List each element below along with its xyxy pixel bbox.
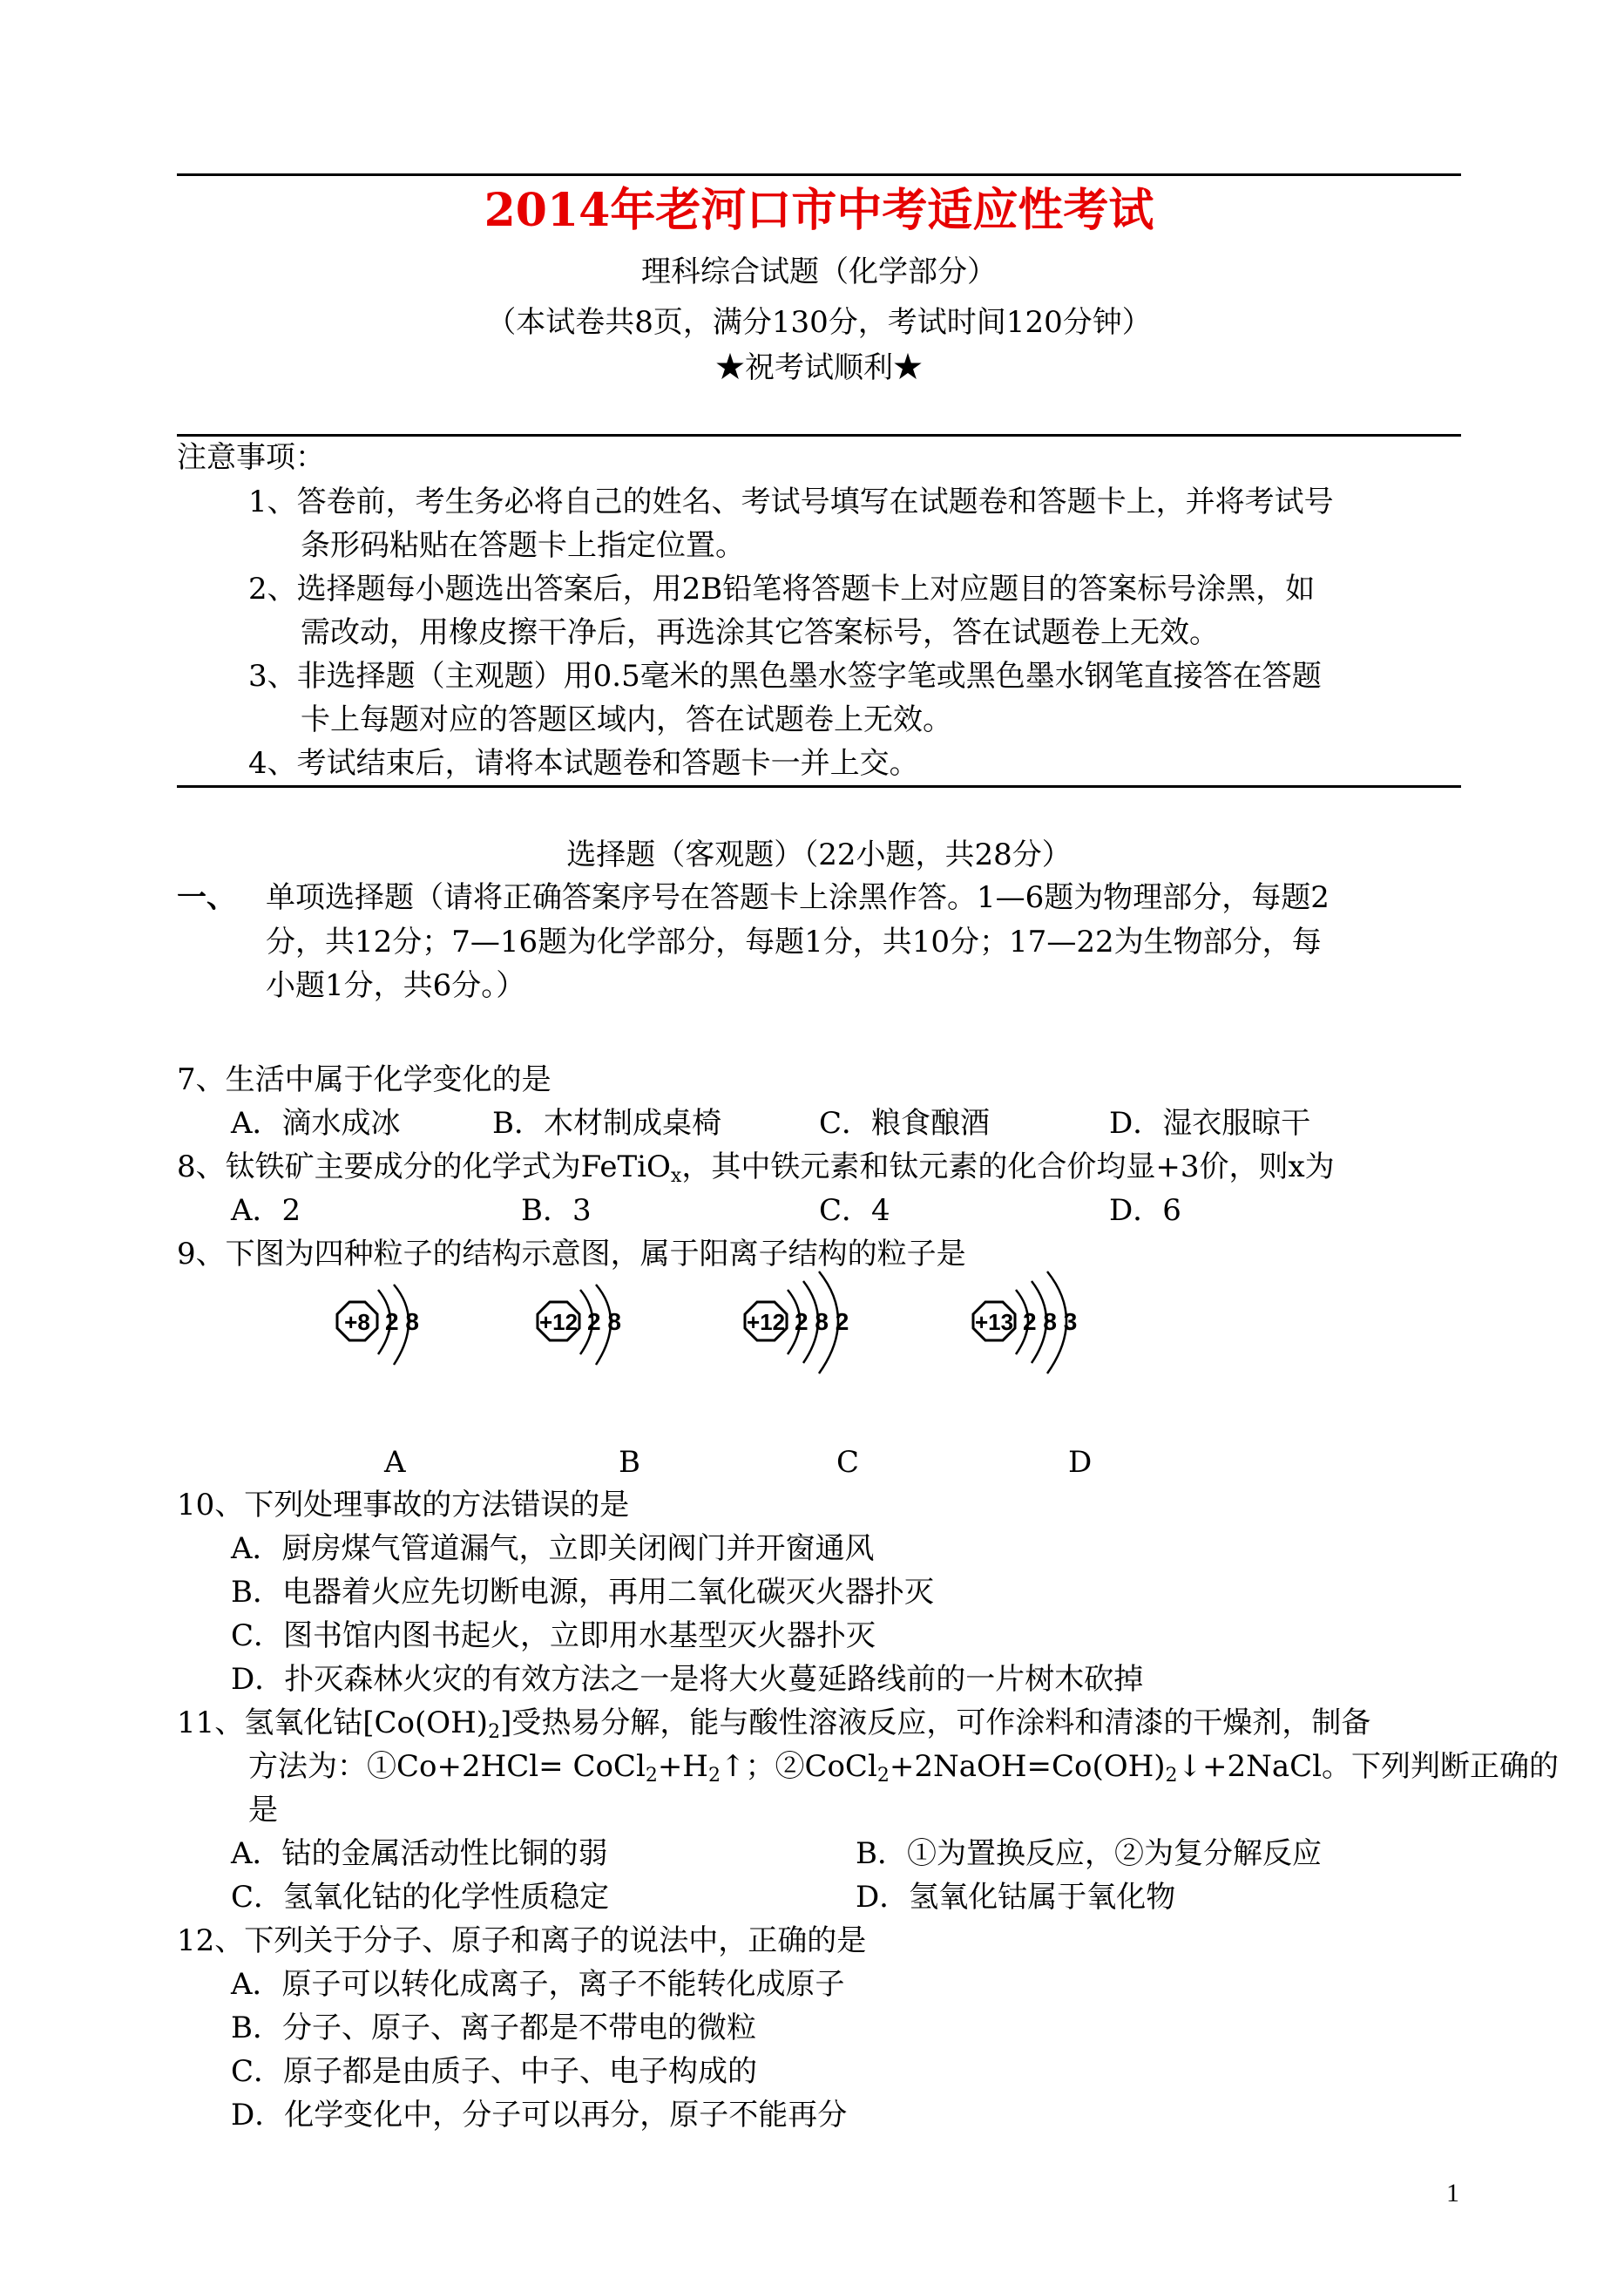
nucleus-charge: +12	[746, 1309, 786, 1335]
particle-d-diagram	[958, 1268, 1106, 1386]
q8-stem	[177, 1145, 1335, 1189]
q11-eq-sub-1: 2	[645, 1765, 658, 1787]
q8-stem-b: ，其中铁元素和钛元素的化合价均显+3价，则x为	[681, 1149, 1335, 1184]
q9-stem: 9、下图为四种粒子的结构示意图，属于阳离子结构的粒子是	[177, 1237, 966, 1271]
q10-option-a: A．厨房煤气管道漏气，立即关闭阀门并开窗通风	[231, 1531, 875, 1566]
q11-option-c: C．氢氧化钴的化学性质稳定	[231, 1880, 610, 1915]
particle-label-c: C	[836, 1445, 860, 1480]
q7-option-b: B．木材制成桌椅	[492, 1106, 721, 1141]
part-instructions-2: 分，共12分；7—16题为化学部分，每题1分，共10分；17—22为生物部分，每	[266, 925, 1322, 960]
q12-option-b: B．分子、原子、离子都是不带电的微粒	[231, 2011, 756, 2045]
q11-eq-sub-3: 2	[876, 1765, 890, 1787]
q12-option-d: D．化学变化中，分子可以再分，原子不能再分	[231, 2098, 848, 2133]
part-instructions-1: 单项选择题（请将正确答案序号在答题卡上涂黑作答。1—6题为物理部分，每题2	[266, 880, 1330, 915]
q7-stem: 7、生活中属于化学变化的是	[177, 1062, 551, 1097]
q12-option-a: A．原子可以转化成离子，离子不能转化成原子	[231, 1967, 845, 2002]
q11-eq-sub-4: 2	[1165, 1765, 1178, 1787]
particle-c	[730, 1268, 878, 1398]
particle-a	[322, 1281, 444, 1398]
q11-option-a: A．钴的金属活动性比铜的弱	[231, 1836, 608, 1871]
exam-wish: ★祝考试顺利★	[715, 350, 923, 385]
q11-option-b: B．①为置换反应，②为复分解反应	[856, 1836, 1322, 1871]
q8-option-b: B．3	[521, 1193, 592, 1228]
electron-counts: 2 8	[587, 1308, 621, 1335]
q8-stem-a: 8、钛铁矿主要成分的化学式为FeTiO	[177, 1149, 671, 1184]
particle-c-diagram	[730, 1268, 878, 1386]
part-number: 一、	[177, 880, 236, 915]
q11-stem-sub: 2	[488, 1721, 501, 1743]
q11-stem-end: 是	[248, 1793, 278, 1827]
particle-label-d: D	[1068, 1445, 1093, 1480]
notice-item-1-cont: 条形码粘贴在答题卡上指定位置。	[301, 528, 745, 563]
notice-item-2-cont: 需改动，用橡皮擦干净后，再选涂其它答案标号，答在试题卷上无效。	[301, 615, 1219, 650]
q10-option-b: B．电器着火应先切断电源，再用二氧化碳灭火器扑灭	[231, 1575, 934, 1610]
particle-label-b: B	[619, 1445, 640, 1480]
q11-eq-part-a: 方法为：①Co+2HCl= CoCl	[248, 1749, 646, 1784]
q10-option-d: D．扑灭森林火灾的有效方法之一是将大火蔓延路线前的一片树木砍掉	[231, 1662, 1144, 1697]
q11-stem	[177, 1701, 1370, 1745]
q8-option-c: C．4	[819, 1193, 890, 1228]
notice-item-4: 4、考试结束后，请将本试题卷和答题卡一并上交。	[248, 746, 919, 781]
q10-option-c: C．图书馆内图书起火，立即用水基型灭火器扑灭	[231, 1618, 876, 1653]
particle-b	[523, 1281, 653, 1398]
q11-eq-part-e: ↓+2NaCl。下列判断正确的	[1177, 1749, 1560, 1784]
exam-info: （本试卷共8页，满分130分，考试时间120分钟）	[486, 305, 1152, 340]
q7-option-c: C．粮食酿酒	[819, 1106, 991, 1141]
q7-option-d: D．湿衣服晾干	[1109, 1106, 1311, 1141]
particle-b-diagram	[523, 1281, 653, 1386]
page-number: 1	[1446, 2179, 1459, 2207]
part-instructions-3: 小题1分，共6分。）	[266, 968, 526, 1003]
q11-option-d: D．氢氧化钴属于氧化物	[856, 1880, 1176, 1915]
q7-option-a: A．滴水成冰	[231, 1106, 401, 1141]
notice-item-1: 1、答卷前，考生务必将自己的姓名、考试号填写在试题卷和答题卡上，并将考试号	[248, 485, 1334, 519]
exam-subtitle: 理科综合试题（化学部分）	[641, 254, 997, 289]
q12-stem: 12、下列关于分子、原子和离子的说法中，正确的是	[177, 1923, 867, 1958]
q11-stem-a: 11、氢氧化钴[Co(OH)	[177, 1705, 489, 1740]
particle-d	[958, 1268, 1106, 1398]
notice-item-3-cont: 卡上每题对应的答题区域内，答在试题卷上无效。	[301, 702, 952, 737]
particle-label-a: A	[384, 1445, 406, 1480]
q11-stem-b: ]受热易分解，能与酸性溶液反应，可作涂料和清漆的干燥剂，制备	[500, 1705, 1371, 1740]
electron-counts: 2 8 2	[795, 1308, 849, 1335]
q11-eq-sub-2: 2	[707, 1765, 721, 1787]
notice-item-3: 3、非选择题（主观题）用0.5毫米的黑色墨水签字笔或黑色墨水钢笔直接答在答题	[248, 659, 1322, 694]
nucleus-charge: +13	[974, 1309, 1014, 1335]
electron-counts: 2 8 3	[1023, 1308, 1078, 1335]
exam-title: 2014年老河口市中考适应性考试	[484, 184, 1154, 237]
top-rule	[177, 173, 1461, 176]
nucleus-charge: +8	[344, 1309, 370, 1335]
notice-top-rule	[177, 434, 1461, 437]
notice-heading: 注意事项：	[177, 440, 325, 475]
q8-option-d: D．6	[1109, 1193, 1181, 1228]
q10-stem: 10、下列处理事故的方法错误的是	[177, 1488, 630, 1522]
q11-equations	[248, 1745, 1559, 1788]
section-heading: 选择题（客观题）（22小题，共28分）	[566, 837, 1072, 872]
particle-a-diagram	[322, 1281, 444, 1386]
nucleus-charge: +12	[538, 1309, 579, 1335]
notice-item-2: 2、选择题每小题选出答案后，用2B铅笔将答题卡上对应题目的答案标号涂黑，如	[248, 572, 1316, 607]
q8-option-a: A．2	[231, 1193, 301, 1228]
electron-counts: 2 8	[385, 1308, 419, 1335]
notice-bottom-rule	[177, 785, 1461, 788]
q11-eq-part-c: ↑；②CoCl	[720, 1749, 877, 1784]
q8-stem-sub: x	[670, 1165, 682, 1187]
q12-option-c: C．原子都是由质子、中子、电子构成的	[231, 2054, 758, 2089]
q11-eq-part-b: +H	[657, 1749, 708, 1784]
q11-eq-part-d: +2NaOH=Co(OH)	[889, 1749, 1166, 1784]
